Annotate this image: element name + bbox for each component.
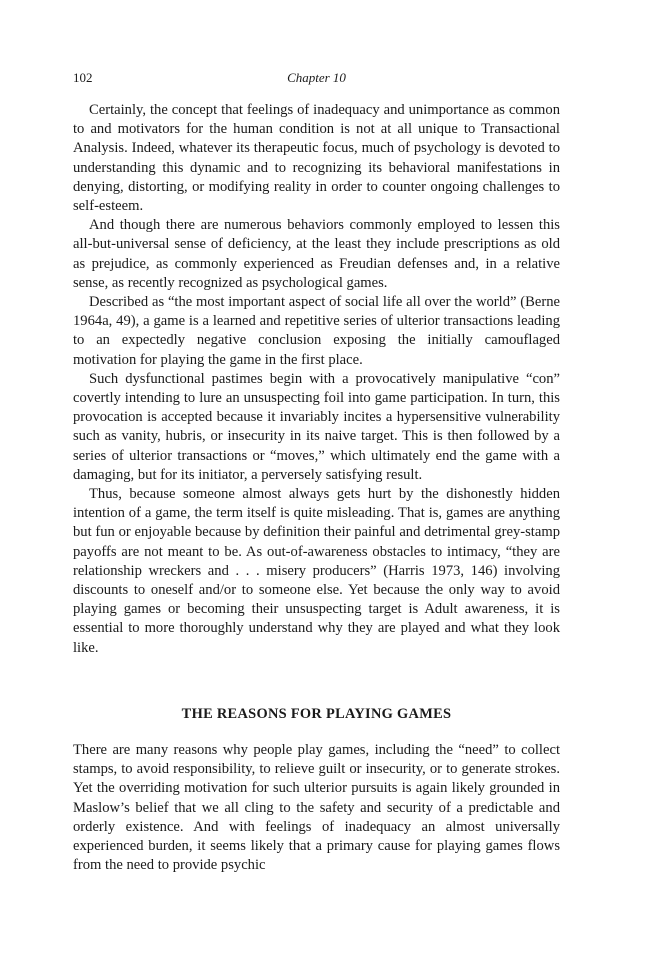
paragraph: And though there are numerous behaviors commonly employed to lessen this all-but-universal sense of deficiency, at the least they include prescriptions as old as prejudice, as commonly experienced as Freudian defenses and, in a relative sense, as recently recognized as psychological games. <box>73 217 560 291</box>
paragraph: Such dysfunctional pastimes begin with a provocatively manipulative “con” covertly intending to lure an unsuspecting foil into game participation. In turn, this provocation is accepted because it invariably incites a hypersensitive vulnerability such as vanity, hubris, or insecurity in its naive target. This is then followed by a series of ulterior transactions or “moves,” which ultimately end the game with a damaging, but for its initiator, a perversely satisfying result. <box>73 370 560 483</box>
paragraph: Described as “the most important aspect of social life all over the world” (Berne 1964a, 49), a game is a learned and repetitive series of ulterior transactions leading to an expectedly negative conclusion exposing the initially camouflaged motivation for playing the game in the first place. <box>73 294 560 368</box>
paragraph: Certainly, the concept that feelings of inadequacy and unimportance as common to and motivators for the human condition is not at all unique to Transactional Analysis. Indeed, whatever its therapeutic focus, much of psychology is devoted to understanding this dynamic and to recognizing its behavioral manifestations in denying, distorting, or modifying reality in order to counter ongoing challenges to self-esteem. <box>73 102 560 215</box>
chapter-label: Chapter 10 <box>287 70 346 85</box>
section-text <box>73 741 560 875</box>
paragraph: Thus, because someone almost always gets hurt by the dishonestly hidden intention of a game, the term itself is quite misleading. That is, games are anything but fun or enjoyable because by definition their painful and detrimental grey-stamp payoffs are not meant to be. As out-of-awareness obstacles to intimacy, “they are relationship wreckers and . . . misery producers” (Harris 1973, 146) involving discounts to oneself and/or to someone else. Yet because the only way to avoid playing games or becoming their unsuspecting target is Adult awareness, it is essential to more thoroughly understand why they are played and what they look like. <box>73 486 560 656</box>
section-heading: THE REASONS FOR PLAYING GAMES <box>181 706 452 722</box>
body-text <box>73 101 560 658</box>
paragraph: There are many reasons why people play games, including the “need” to collect stamps, to avoid responsibility, to relieve guilt or insecurity, or to generate strokes. Yet the overriding motivation for such ulterior pursuits is again likely grounded in Maslow’s belief that we all cling to the safety and security of a predictable and orderly existence. And with feelings of inadequacy an almost universally experienced burden, it seems likely that a primary cause for playing games flows from the need to provide psychic <box>73 742 560 874</box>
page-number: 102 <box>73 70 93 85</box>
